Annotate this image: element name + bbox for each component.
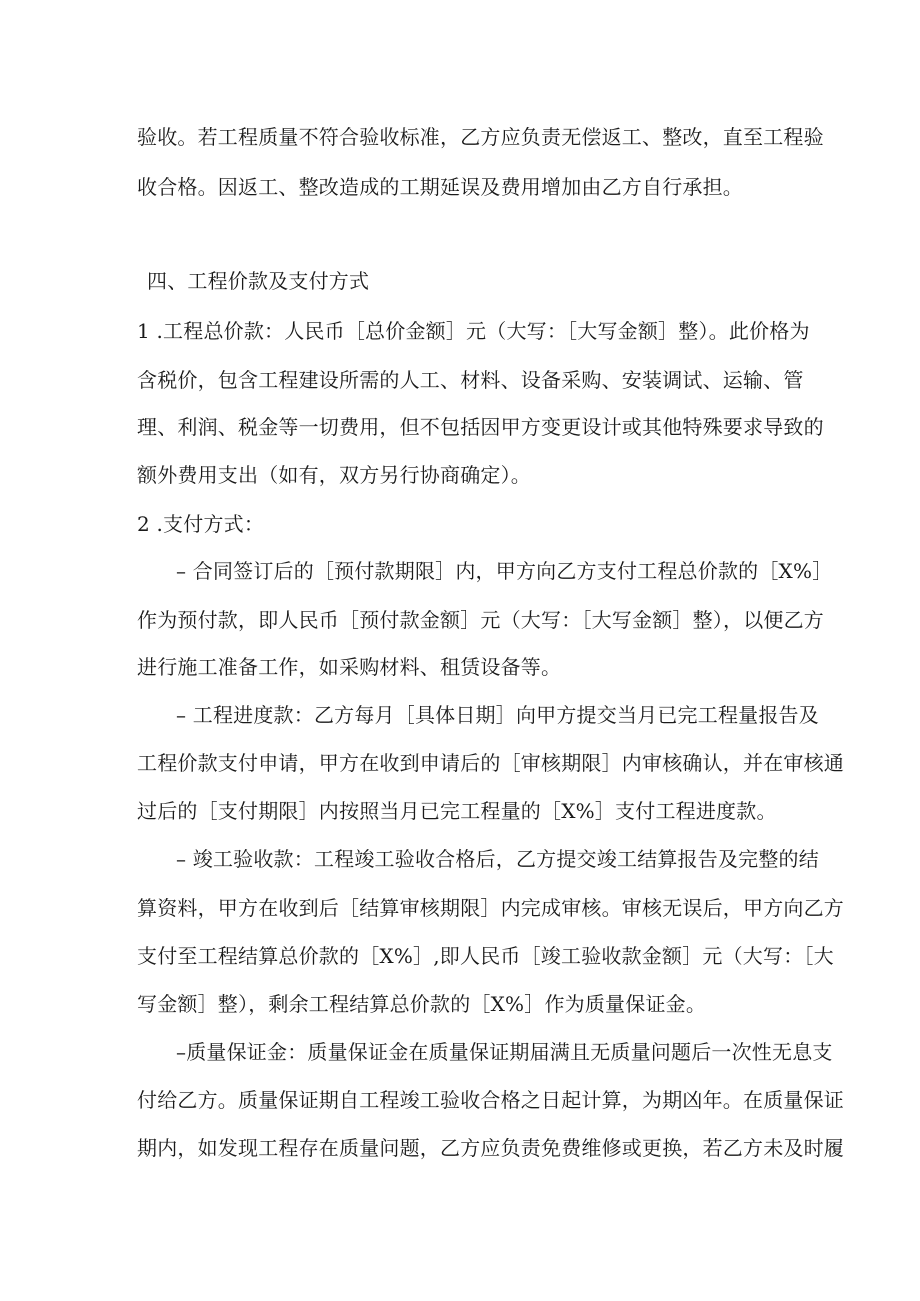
text-line: 期内，如发现工程存在质量问题，乙方应负责免费维修或更换，若乙方未及时履 <box>137 1136 844 1160</box>
text-line: 写金额］整），剩余工程结算总价款的［X%］作为质量保证金。 <box>137 992 707 1016</box>
text-line: 理、利润、税金等一切费用，但不包括因甲方变更设计或其他特殊要求导致的 <box>137 415 824 439</box>
text-line: 2 .支付方式： <box>137 512 265 536</box>
text-line: 支付至工程结算总价款的［X%］,即人民币［竣工验收款金额］元（大写：［大 <box>137 944 834 968</box>
text-line: 含税价，包含工程建设所需的人工、材料、设备采购、安装调试、运输、管 <box>137 368 804 392</box>
text-line: 付给乙方。质量保证期自工程竣工验收合格之日起计算，为期凶年。在质量保证 <box>137 1088 844 1112</box>
text-line: – 工程进度款：乙方每月［具体日期］向甲方提交当月已完工程量报告及 <box>176 703 819 727</box>
text-line: – 竣工验收款：工程竣工验收合格后，乙方提交竣工结算报告及完整的结 <box>176 847 819 871</box>
text-line: 进行施工准备工作，如采购材料、租赁设备等。 <box>137 655 562 679</box>
text-line: 作为预付款，即人民币［预付款金额］元（大写：［大写金额］整），以便乙方 <box>137 608 824 632</box>
text-line: 验收。若工程质量不符合验收标准，乙方应负责无偿返工、整改，直至工程验 <box>137 125 824 149</box>
text-line: 1 .工程总价款：人民币［总价金额］元（大写：［大写金额］整）。此价格为 <box>137 319 810 343</box>
text-line: 额外费用支出（如有，双方另行协商确定）。 <box>137 463 531 487</box>
text-line: – 合同签订后的［预付款期限］内，甲方向乙方支付工程总价款的［X%］ <box>176 559 833 583</box>
text-line: 算资料，甲方在收到后［结算审核期限］内完成审核。审核无误后，甲方向乙方 <box>137 896 844 920</box>
section-heading: 四、工程价款及支付方式 <box>147 269 370 293</box>
text-line: 过后的［支付期限］内按照当月已完工程量的［X%］支付工程进度款。 <box>137 799 777 823</box>
text-line: –质量保证金：质量保证金在质量保证期届满且无质量问题后一次性无息支 <box>176 1040 833 1064</box>
text-line: 工程价款支付申请，甲方在收到申请后的［审核期限］内审核确认，并在审核通 <box>137 751 844 775</box>
text-line: 收合格。因返工、整改造成的工期延误及费用增加由乙方自行承担。 <box>137 175 743 199</box>
